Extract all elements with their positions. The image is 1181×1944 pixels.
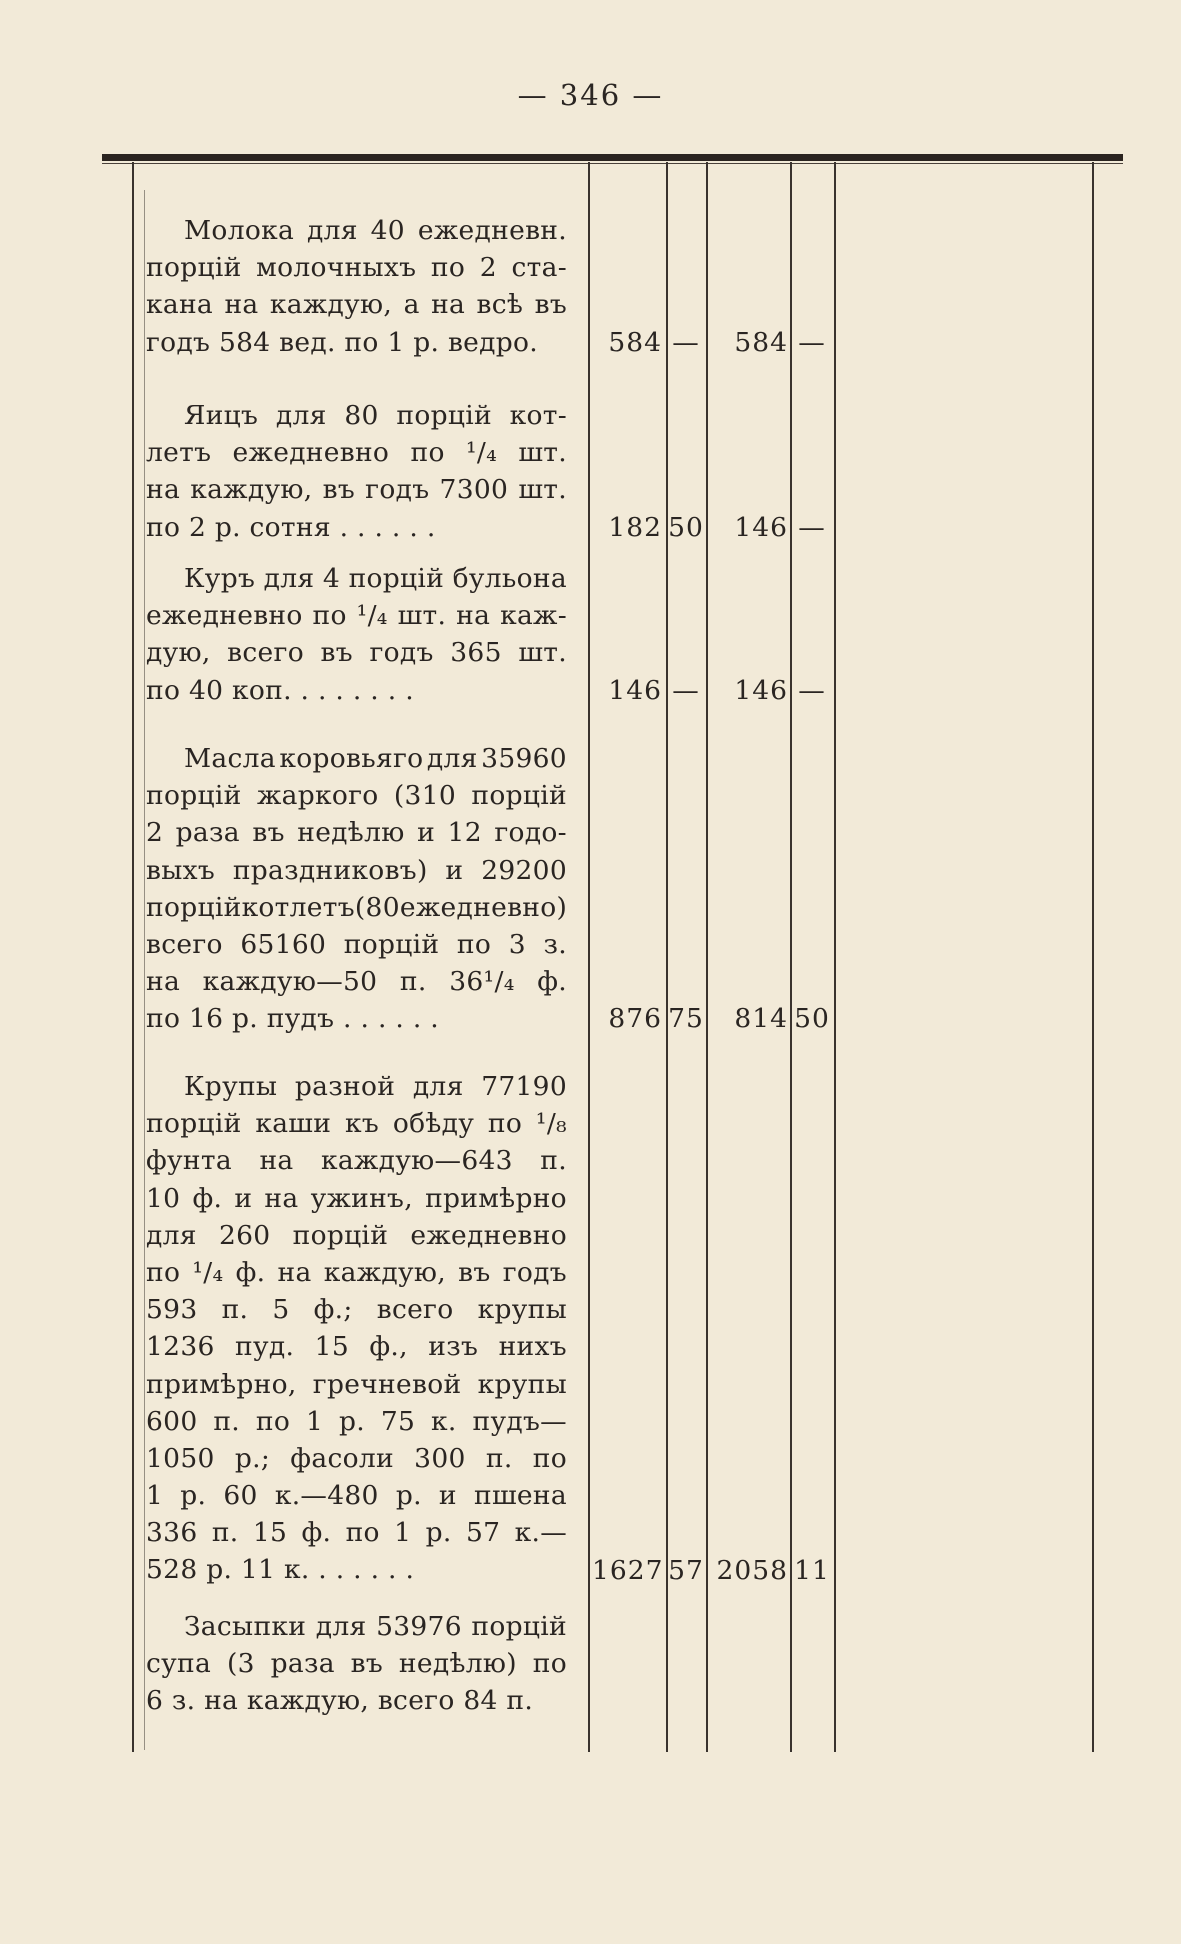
entry-line: на каждую, въ годъ 7300 шт. (146, 474, 567, 506)
amount1-kopecks: 75 (668, 1003, 704, 1035)
amount1-rubles: 146 (608, 674, 662, 706)
entry-line: 336 п. 15 ф. по 1 р. 57 к.— (146, 1517, 567, 1549)
entry-text (146, 1608, 567, 1720)
entry-line: для 260 порцій ежедневно (146, 1219, 567, 1251)
amount2-rubles: 146 (734, 674, 788, 706)
entry-line: фунта на каждую—643 п. (146, 1145, 567, 1177)
amount1-kopecks: 57 (668, 1554, 704, 1586)
entry-text (146, 1068, 567, 1589)
entry-line: 1050 р.; фасоли 300 п. по (146, 1442, 567, 1474)
entry-line: примѣрно, гречневой крупы (146, 1368, 567, 1400)
entry-text (146, 212, 567, 361)
entry-line: 2 раза въ недѣлю и 12 годо- (146, 817, 567, 849)
entry-text (146, 740, 567, 1038)
entry-line: супа (3 раза въ недѣлю) по (146, 1648, 567, 1680)
page-number: — 346 — (517, 78, 664, 112)
amount1-rubles: 584 (608, 326, 662, 358)
entry-line: Молока для 40 ежедневн. (184, 215, 567, 246)
entry-line: Куръ для 4 порцій бульона (184, 563, 567, 594)
column-rule-amount1-right (706, 162, 708, 1752)
entry-line: 1 р. 60 к.—480 р. и пшена (146, 1480, 567, 1512)
amount2-kopecks: 50 (794, 1003, 830, 1035)
entry-text (146, 397, 567, 546)
entry-line: годъ 584 вед. по 1 р. ведро. (146, 326, 539, 358)
entry-line: летъ ежедневно по ¹/₄ шт. (146, 437, 567, 469)
entry-line: 528 р. 11 к. . . . . . . (146, 1554, 415, 1586)
amount1-rubles: 1627 (592, 1554, 664, 1586)
entry-line: всего 65160 порцій по 3 з. (146, 928, 567, 960)
column-rule-text-right (588, 162, 590, 1752)
top-rule (102, 154, 1123, 161)
entry-line: по 16 р. пудъ . . . . . . (146, 1003, 440, 1035)
amount1-rubles: 182 (608, 511, 662, 543)
column-rule-left-inner (144, 190, 145, 1750)
entry-line: на каждую—50 п. 36¹/₄ ф. (146, 966, 567, 998)
entry-line: по ¹/₄ ф. на каждую, въ годъ (146, 1256, 567, 1288)
entry-line: ежедневно по ¹/₄ шт. на каж- (146, 600, 567, 632)
entry-line: Яицъ для 80 порцій кот- (184, 400, 567, 431)
column-rule-amount1-split (666, 162, 668, 1752)
entry-line: порцій молочныхъ по 2 ста- (146, 252, 567, 284)
entry-line: порцій котлетъ (80 ежедневно) (146, 891, 568, 923)
amount2-rubles: 2058 (716, 1554, 788, 1586)
entry-line: дую, всего въ годъ 365 шт. (146, 637, 567, 669)
amount2-kopecks: — (798, 326, 826, 358)
entry-line: Масла коровьяго для 35960 (184, 743, 567, 774)
column-rule-amount2-right (834, 162, 836, 1752)
amount2-rubles: 814 (734, 1003, 788, 1035)
column-rule-amount2-split (790, 162, 792, 1752)
top-rule-thin (102, 163, 1123, 164)
entry-line: выхъ праздниковъ) и 29200 (146, 854, 567, 886)
entry-line: по 40 коп. . . . . . . . (146, 674, 414, 706)
entry-text (146, 560, 567, 709)
amount1-kopecks: 50 (668, 511, 704, 543)
entry-line: 593 п. 5 ф.; всего крупы (146, 1294, 567, 1326)
amount1-rubles: 876 (608, 1003, 662, 1035)
entry-line: кана на каждую, а на всѣ въ (146, 289, 567, 321)
entry-line: по 2 р. сотня . . . . . . (146, 511, 436, 543)
column-rule-left-outer (132, 162, 134, 1752)
entry-line: Крупы разной для 77190 (184, 1071, 567, 1102)
entry-line: порцій каши къ обѣду по ¹/₈ (146, 1108, 567, 1140)
amount1-kopecks: — (672, 326, 700, 358)
entry-line: порцій жаркого (310 порцій (146, 780, 567, 812)
amount2-rubles: 584 (734, 326, 788, 358)
column-rule-right-outer (1092, 162, 1094, 1752)
amount2-rubles: 146 (734, 511, 788, 543)
amount2-kopecks: — (798, 674, 826, 706)
entry-line: 1236 пуд. 15 ф., изъ нихъ (146, 1331, 567, 1363)
amount1-kopecks: — (672, 674, 700, 706)
amount2-kopecks: — (798, 511, 826, 543)
entry-line: 10 ф. и на ужинъ, примѣрно (146, 1182, 567, 1214)
entry-line: 6 з. на каждую, всего 84 п. (146, 1685, 534, 1717)
entry-line: 600 п. по 1 р. 75 к. пудъ— (146, 1405, 567, 1437)
entry-line: Засыпки для 53976 порцій (184, 1611, 567, 1642)
amount2-kopecks: 11 (794, 1554, 830, 1586)
